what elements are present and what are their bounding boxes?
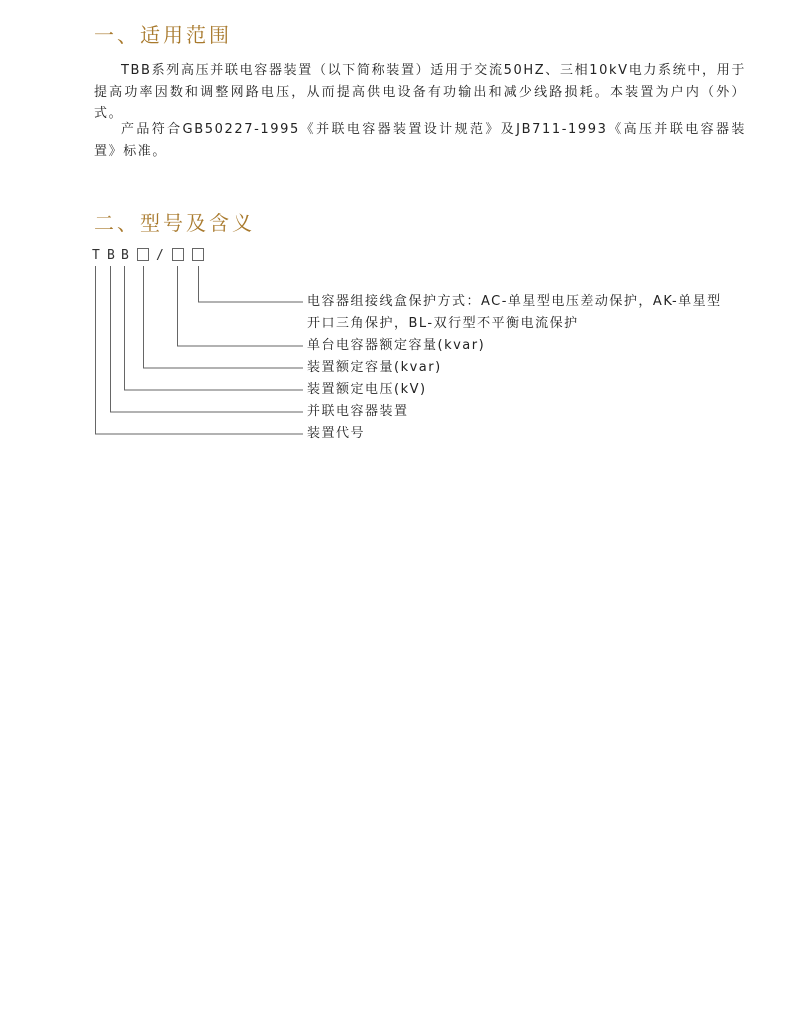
desc-device-capacity: 装置额定容量(kvar) — [307, 360, 442, 375]
scope-paragraph-2: 产品符合GB50227-1995《并联电容器装置设计规范》及JB711-1993《高压并联电容器装置》标准。 — [94, 122, 746, 159]
desc-unit-capacity: 单台电容器额定容量(kvar) — [307, 338, 486, 353]
section-heading-scope: 一、适用范围 — [94, 23, 232, 47]
desc-voltage: 装置额定电压(kV) — [307, 382, 427, 397]
code-slash: / — [156, 248, 164, 263]
leader-line-protection — [199, 266, 304, 302]
desc-protection-2: 开口三角保护，BL-双行型不平衡电流保护 — [307, 316, 579, 331]
code-letter-t: T — [92, 248, 100, 263]
section-heading-model: 二、型号及含义 — [94, 211, 255, 235]
leader-line-code — [96, 266, 304, 434]
code-letter-b1: B — [107, 248, 115, 263]
desc-device-code: 装置代号 — [307, 426, 366, 441]
leader-line-voltage — [125, 266, 304, 390]
leader-line-unit-capacity — [178, 266, 304, 346]
desc-shunt-device: 并联电容器装置 — [307, 404, 409, 419]
leader-line-device-capacity — [144, 266, 304, 368]
code-letter-b2: B — [121, 248, 129, 263]
desc-protection-1: 电容器组接线盒保护方式：AC-单星型电压差动保护，AK-单星型 — [307, 294, 722, 309]
scope-paragraph-1: TBB系列高压并联电容器装置（以下简称装置）适用于交流50HZ、三相10kV电力系统中，用于提高功率因数和调整网路电压，从而提高供电设备有功输出和减少线路损耗。本装置为户内（外）式。 — [94, 63, 746, 121]
